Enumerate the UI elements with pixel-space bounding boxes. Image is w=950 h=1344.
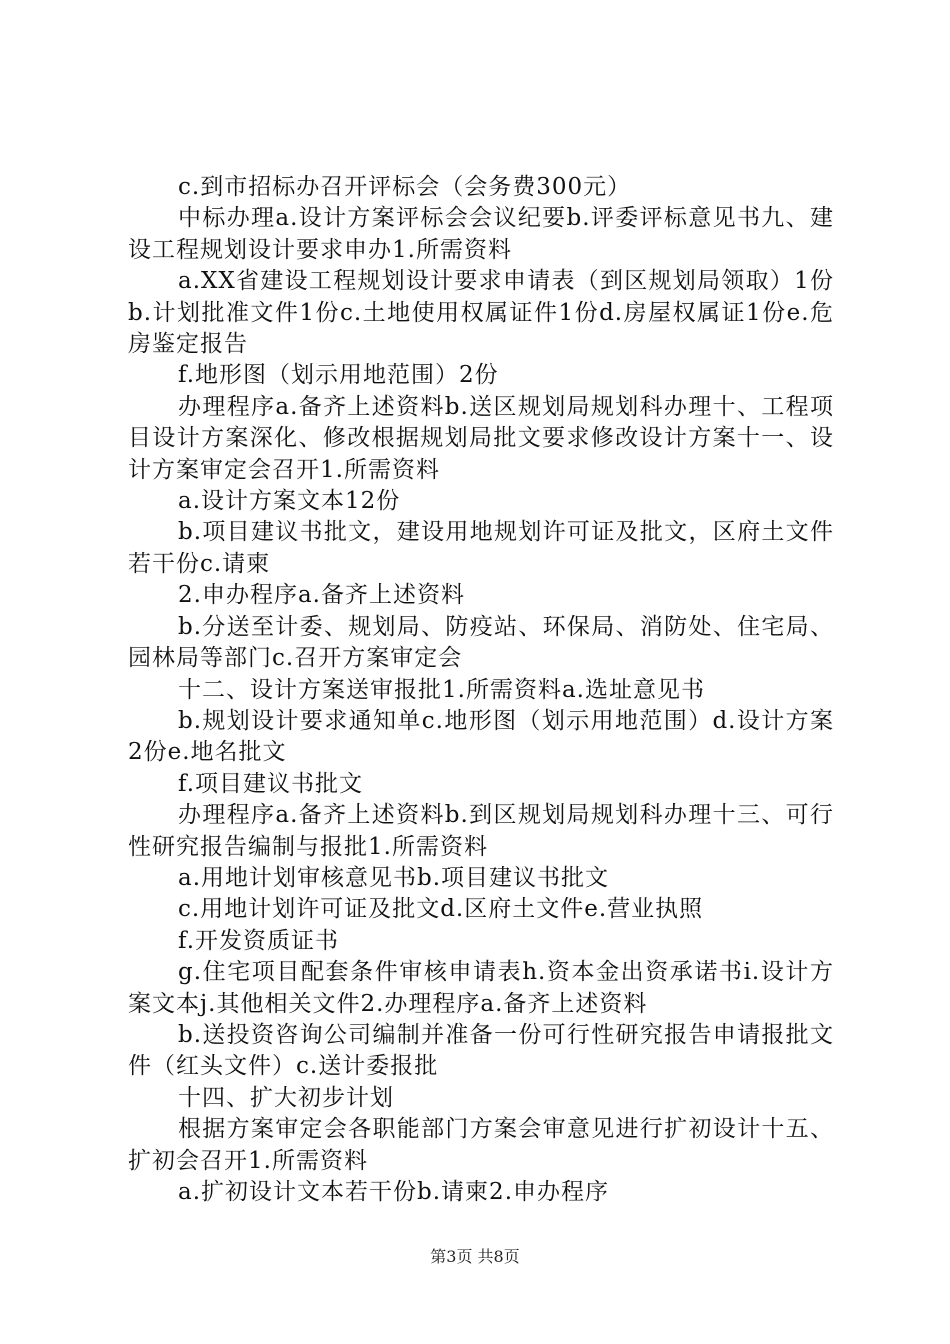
paragraph: c.用地计划许可证及批文d.区府土文件e.营业执照 <box>178 896 704 923</box>
paragraph: 十二、设计方案送审报批1.所需资料a.选址意见书 <box>178 676 705 703</box>
paragraph: 中标办理a.设计方案评标会会议纪要b.评委评标意见书九、建设工程规划设计要求申办1.所需资料 <box>128 205 834 263</box>
paragraph: 办理程序a.备齐上述资料b.到区规划局规划科办理十三、可行性研究报告编制与报批1.所需资料 <box>128 802 834 860</box>
paragraph: g.住宅项目配套条件审核申请表h.资本金出资承诺书i.设计方案文本j.其他相关文件2.办理程序a.备齐上述资料 <box>128 959 834 1017</box>
paragraph: b.规划设计要求通知单c.地形图（划示用地范围）d.设计方案2份e.地名批文 <box>128 707 834 766</box>
paragraph: a.设计方案文本12份 <box>178 488 401 515</box>
paragraph: f.地形图（划示用地范围）2份 <box>178 362 499 389</box>
paragraph: a.扩初设计文本若干份b.请柬2.申办程序 <box>178 1179 610 1205</box>
paragraph: b.送投资咨询公司编制并准备一份可行性研究报告申请报批文件（红头文件）c.送计委报批 <box>128 1021 834 1080</box>
paragraph: c.到市招标办召开评标会（会务费300元） <box>178 174 632 200</box>
paragraph: f.开发资质证书 <box>178 927 340 954</box>
paragraph: a.XX省建设工程规划设计要求申请表（到区规划局领取）1份b.计划批准文件1份c.土地使用权属证件1份d.房屋权属证1份e.危房鉴定报告 <box>128 268 834 358</box>
document-body <box>128 172 834 1208</box>
paragraph: b.分送至计委、规划局、防疫站、环保局、消防处、住宅局、园林局等部门c.召开方案审定会 <box>128 613 834 672</box>
paragraph: 十四、扩大初步计划 <box>178 1084 394 1111</box>
page-number-footer: 第3页 共8页 <box>430 1247 520 1266</box>
paragraph: 根据方案审定会各职能部门方案会审意见进行扩初设计十五、扩初会召开1.所需资料 <box>128 1116 834 1174</box>
paragraph: a.用地计划审核意见书b.项目建议书批文 <box>178 864 610 891</box>
paragraph: 2.申办程序a.备齐上述资料 <box>178 582 465 609</box>
paragraph: 办理程序a.备齐上述资料b.送区规划局规划科办理十、工程项目设计方案深化、修改根据规划局批文要求修改设计方案十一、设计方案审定会召开1.所需资料 <box>128 393 834 483</box>
paragraph: f.项目建议书批文 <box>178 770 364 797</box>
paragraph: b.项目建议书批文，建设用地规划许可证及批文，区府土文件若干份c.请柬 <box>128 519 834 577</box>
